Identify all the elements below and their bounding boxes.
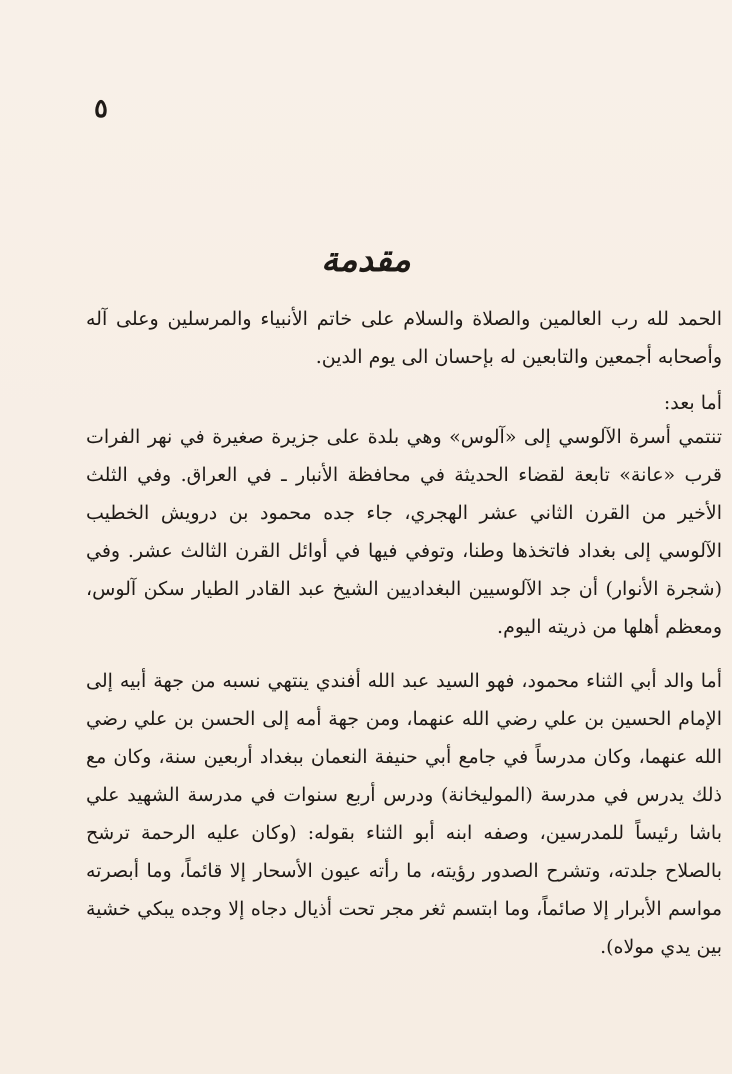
- paragraph-amma-baad: [86, 384, 722, 422]
- paragraph-text: أما والد أبي الثناء محمود، فهو السيد عبد الله أفندي ينتهي نسبه من جهة أبيه إلى الإمام الحسين بن علي رضي الله عنهما، ومن جهة أمه إلى الحسن بن علي رضي الله عنهما، وكان مدرساً في جامع أبي حنيفة النعمان ببغداد أربعين سنة، وكان مع ذلك يدرس في مدرسة (الموليخانة) ودرس أربع سنوات في مدرسة الشهيد علي باشا رئيساً للمدرسين، وصفه ابنه أبو الثناء بقوله: (وكان عليه الرحمة ترشح بالصلاح جلدته، وتشرح الصدور رؤيته، ما رأته عيون الأسحار إلا قائماً، وما أبصرته مواسم الأبرار إلا صائماً، وما ابتسم ثغر مجر تحت أذيال دجاه إلا وجده يبكي خشية بين يدي مولاه).: [86, 670, 722, 958]
- page-number: ٥: [94, 94, 108, 124]
- paragraph-text: أما بعد:: [663, 392, 722, 414]
- paragraph-opening: [86, 300, 722, 376]
- section-heading: مقدمة: [321, 240, 411, 280]
- paragraph-text: تنتمي أسرة الآلوسي إلى «آلوس» وهي بلدة على جزيرة صغيرة في نهر الفرات قرب «عانة» تابعة لقضاء الحديثة في محافظة الأنبار ـ في العراق. وفي الثلث الأخير من القرن الثاني عشر الهجري، جاء جده محمود بن درويش الخطيب الآلوسي إلى بغداد فاتخذها وطنا، وتوفي فيها في أوائل القرن الثالث عشر. وفي (شجرة الأنوار) أن جد الآلوسيين البغداديين الشيخ عبد القادر الطيار سكن آلوس، ومعظم أهلها من ذريته اليوم.: [86, 426, 722, 638]
- paragraph-father: [86, 662, 722, 966]
- paragraph-text: الحمد لله رب العالمين والصلاة والسلام على خاتم الأنبياء والمرسلين وعلى آله وأصحابه أجمعين والتابعين له بإحسان الى يوم الدين.: [86, 308, 722, 368]
- paragraph-family-origin: [86, 418, 722, 646]
